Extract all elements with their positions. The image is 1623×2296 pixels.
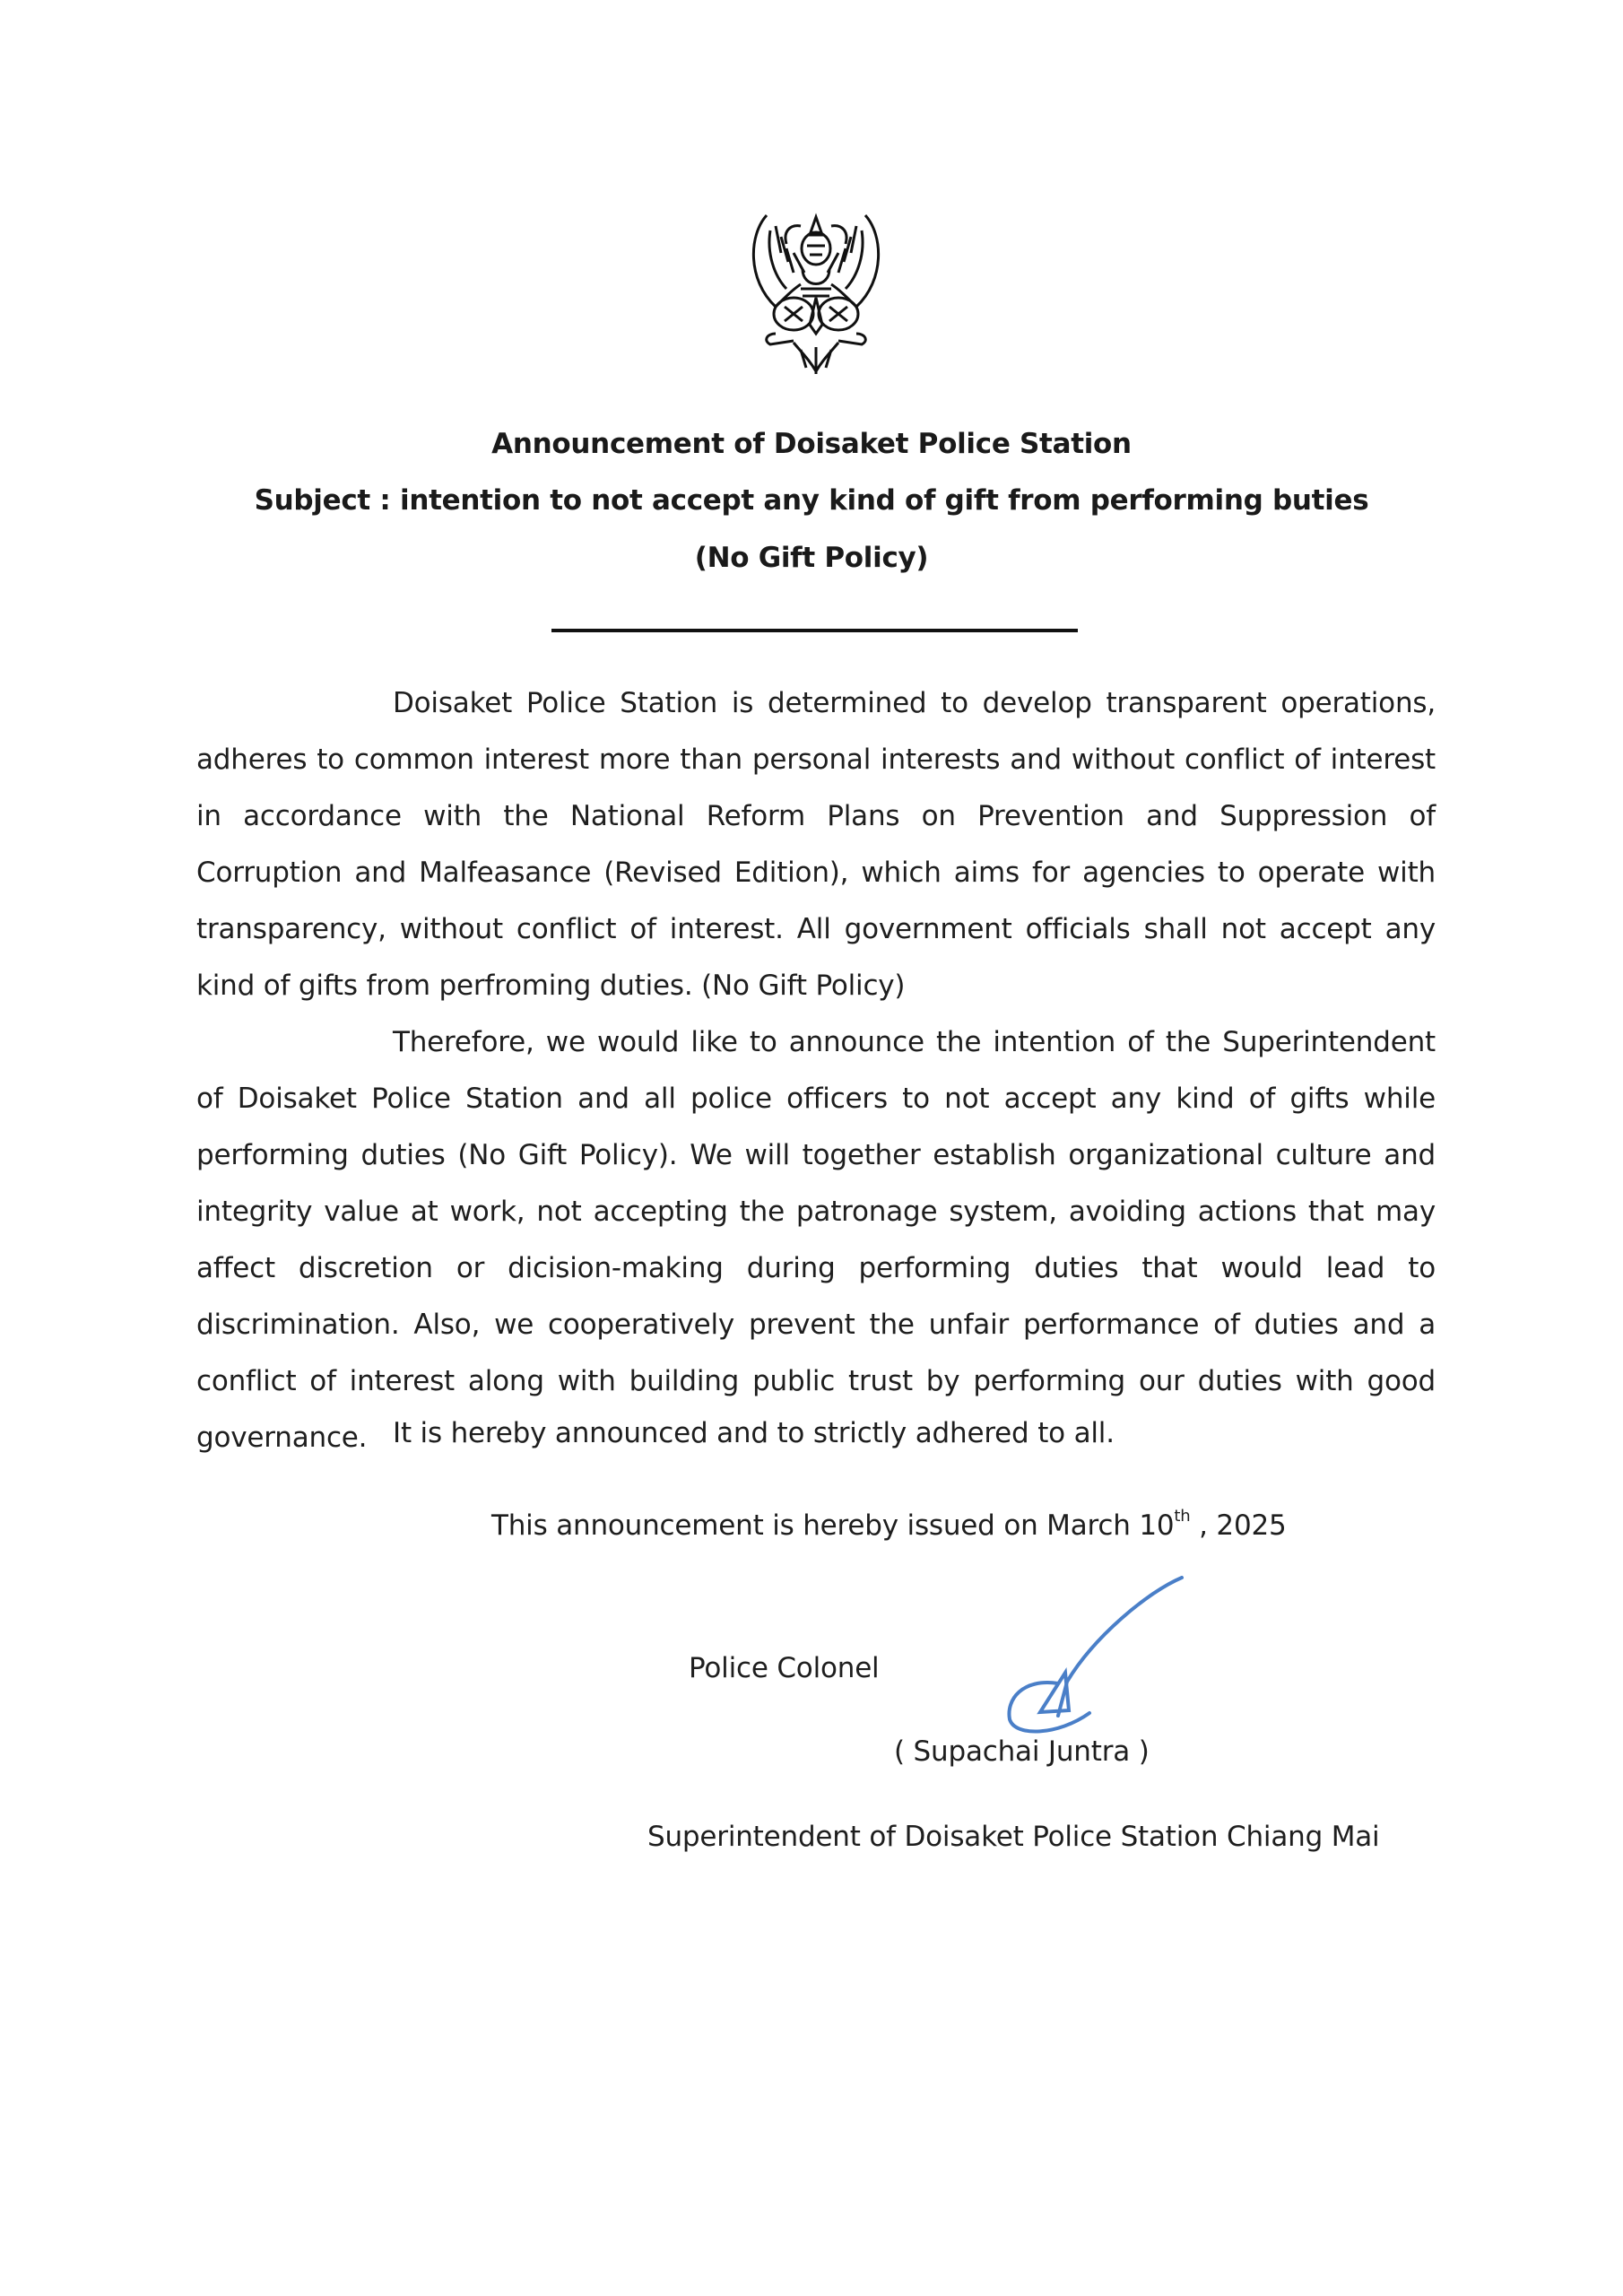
signatory-rank: Police Colonel bbox=[689, 1652, 880, 1684]
issue-date-year: , 2025 bbox=[1190, 1509, 1287, 1542]
closing-statement: It is hereby announced and to strictly adhered to all. bbox=[393, 1417, 1115, 1449]
body-paragraph-1: Doisaket Police Station is determined to develop transparent operations, adheres to common interest more than personal interests and without conflict of interest in accordance with the National Reform Plans on Prevention and Suppression of Corruption and Malfeasance (Revised Edition), which aims for agencies to operate with transparency, without conflict of interest. All government officials shall not accept any kind of gifts from perfroming duties. (No Gift Policy) bbox=[196, 687, 1436, 1002]
page-title: Announcement of Doisaket Police Station bbox=[491, 428, 1132, 460]
signatory-position: Superintendent of Doisaket Police Station Chiang Mai bbox=[647, 1821, 1380, 1853]
issue-date-prefix: This announcement is hereby issued on March 10 bbox=[491, 1509, 1175, 1542]
garuda-emblem-icon bbox=[731, 199, 901, 378]
signatory-name: ( Supachai Juntra ) bbox=[894, 1735, 1150, 1768]
header-divider bbox=[551, 629, 1078, 632]
subject-line: Subject : intention to not accept any kind of gift from performing buties bbox=[254, 484, 1369, 517]
policy-name: (No Gift Policy) bbox=[694, 542, 929, 574]
signature-icon bbox=[924, 1565, 1193, 1735]
issue-date-line bbox=[491, 1506, 1287, 1542]
issue-date-ordinal: th bbox=[1174, 1506, 1191, 1526]
body-paragraph-2: Therefore, we would like to announce the intention of the Superintendent of Doisaket Police Station and all police officers to not accept any kind of gifts while performing duties (No Gift Policy). We will together establish organizational culture and integrity value at work, not accepting the patronage system, avoiding actions that may affect discretion or dicision-making during performing duties that would lead to discrimination. Also, we cooperatively prevent the unfair performance of duties and a conflict of interest along with building public trust by performing our duties with good governance. bbox=[196, 1026, 1436, 1454]
